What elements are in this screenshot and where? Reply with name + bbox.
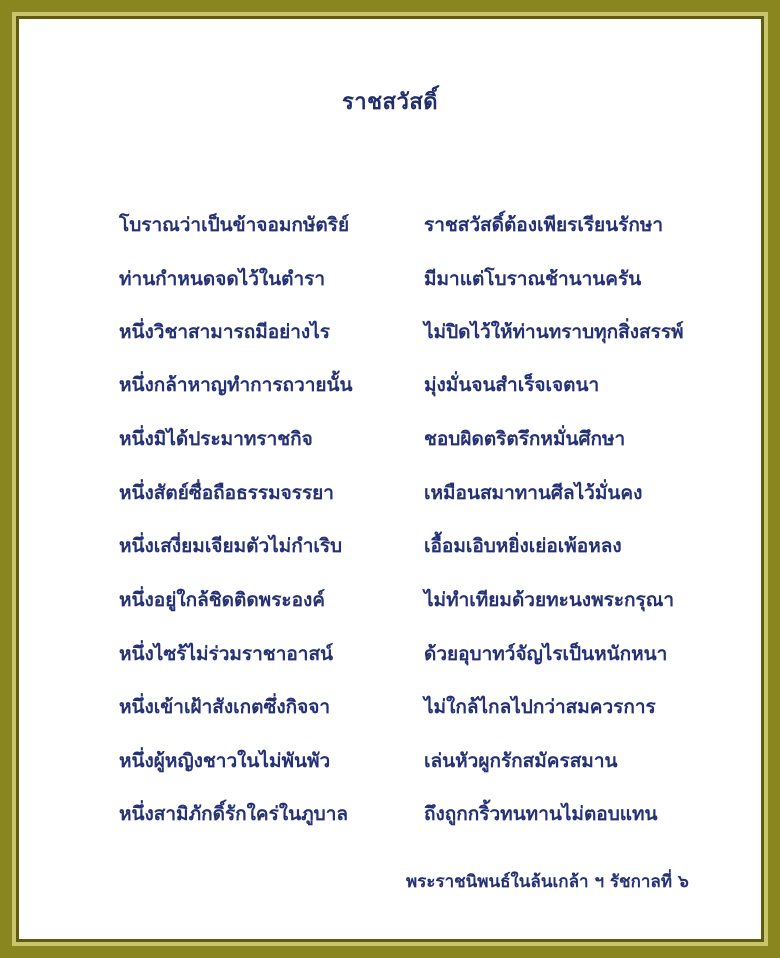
verse-right: มุ่งมั่นจนสำเร็จเจตนา <box>424 374 600 396</box>
verse-left: หนึ่งวิชาสามารถมีอย่างไร <box>119 321 330 343</box>
verse-right: ถึงถูกกริ้วทนทานไม่ตอบแทน <box>424 803 658 825</box>
verse-row <box>0 634 780 674</box>
verse-right: มีมาแต่โบราณช้านานครัน <box>424 268 642 290</box>
document-title: ราชสวัสดิ์ <box>341 90 439 115</box>
author-attribution: พระราชนิพนธ์ในล้นเกล้า ฯ รัชกาลที่ ๖ <box>406 872 689 892</box>
verse-left: ท่านกำหนดจดไว้ในตำรา <box>119 268 326 290</box>
verse-row <box>0 741 780 781</box>
verse-left: โบราณว่าเป็นข้าจอมกษัตริย์ <box>119 214 350 236</box>
verse-row <box>0 580 780 620</box>
verse-right: ไม่ปิดไว้ให้ท่านทราบทุกสิ่งสรรพ์ <box>424 321 684 343</box>
verse-left: หนึ่งสามิภักดิ์รักใคร่ในภูบาล <box>119 803 349 825</box>
verse-row <box>0 794 780 834</box>
verse-right: ไม่ใกล้ไกลไปกว่าสมควรการ <box>424 696 656 718</box>
verse-row <box>0 205 780 245</box>
verse-left: หนึ่งผู้หญิงชาวในไม่พันพัว <box>119 750 331 772</box>
verse-left: หนึ่งเสงี่ยมเจียมตัวไม่กำเริบ <box>119 535 343 557</box>
verse-right: เอื้อมเอิบหยิ่งเย่อเพ้อหลง <box>424 535 622 557</box>
verse-left: หนึ่งอยู่ใกล้ชิดติดพระองค์ <box>119 589 326 611</box>
verse-left: หนึ่งเข้าเฝ้าสังเกตซึ่งกิจจา <box>119 696 331 718</box>
verse-right: ชอบผิดตริตรึกหมั่นศึกษา <box>424 428 626 450</box>
verse-row <box>0 687 780 727</box>
verse-row <box>0 365 780 405</box>
verse-row <box>0 473 780 513</box>
verse-right: เล่นหัวผูกรักสมัครสมาน <box>424 750 618 772</box>
verse-right: เหมือนสมาทานศีลไว้มั่นคง <box>424 482 643 504</box>
verse-row <box>0 526 780 566</box>
verse-right: ไม่ทำเทียมด้วยทะนงพระกรุณา <box>424 589 675 611</box>
verse-left: หนึ่งกล้าหาญทำการถวายนั้น <box>119 374 353 396</box>
verse-left: หนึ่งไซร้ไม่ร่วมราชาอาสน์ <box>119 643 334 665</box>
verse-row <box>0 312 780 352</box>
verse-row <box>0 259 780 299</box>
verse-left: หนึ่งมิได้ประมาทราชกิจ <box>119 428 313 450</box>
verse-row <box>0 419 780 459</box>
verse-right: ราชสวัสดิ์ต้องเพียรเรียนรักษา <box>424 214 664 236</box>
verse-right: ด้วยอุบาทว์จัญไรเป็นหนักหนา <box>424 643 668 665</box>
verse-left: หนึ่งสัตย์ซื่อถือธรรมจรรยา <box>119 482 334 504</box>
